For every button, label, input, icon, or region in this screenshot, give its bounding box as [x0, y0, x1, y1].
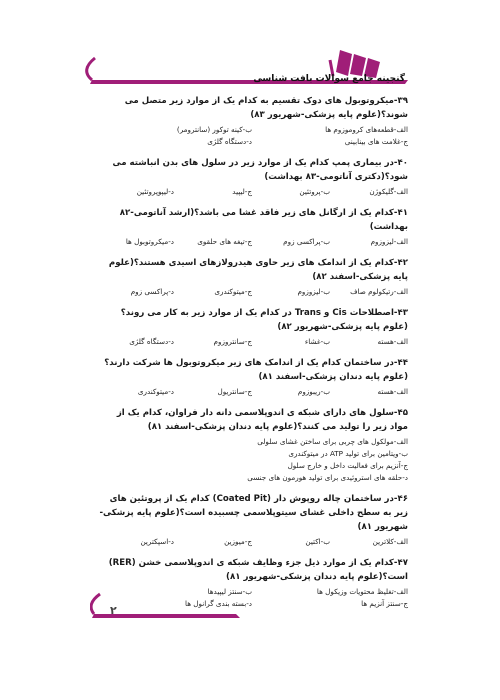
option: ج-لیپید	[232, 187, 252, 196]
question-46	[96, 492, 408, 548]
option: د-پراکسی زوم	[130, 287, 174, 296]
options	[96, 336, 408, 348]
question-39	[96, 94, 408, 148]
option: د-لیپوپروتئین	[136, 187, 174, 196]
question-44	[96, 356, 408, 398]
option: ج-سانتریول	[217, 387, 252, 396]
options	[96, 186, 408, 198]
option: ج-میوزین	[224, 537, 252, 546]
question-text: ۴۴-در ساختمان کدام یک از اندامک های زیر میکروتوبول ها شرکت دارند؟(علوم پایه دندان پزشکی-اسفند ۸۱)	[104, 358, 408, 382]
option: د-دستگاه گلژی	[129, 337, 174, 346]
footer-decoration	[90, 590, 290, 620]
question-text: ۴۳-اصطلاحات Cis و Trans در کدام یک از موارد زیر به کار می روند؟(علوم پایه پزشکی-شهریور ۸۲)	[120, 308, 408, 332]
option: ج-میتوکندری	[214, 287, 252, 296]
question-41	[96, 206, 408, 248]
question-text: ۴۲-کدام یک از اندامک های زیر حاوی هیدرولازهای اسیدی هستند؟(علوم پایه پزشکی-اسفند ۸۲)	[108, 258, 408, 282]
option: ج-آنزیم برای فعالیت داخل و خارج سلول	[287, 461, 408, 470]
question-text: ۴۷-کدام یک از موارد ذیل جزء وظایف شبکه ی اندوپلاسمی خشن (RER) است؟(علوم پایه دندان پزشکی-شهریور ۸۱)	[108, 558, 408, 582]
option: ب-ریبوزوم	[297, 387, 330, 396]
option: ب-پروتئین	[299, 187, 330, 196]
option: ب-سنتز لیپیدها	[207, 587, 252, 596]
options	[96, 386, 408, 398]
question-text: ۴۰-در بیماری پمپ کدام یک از موارد زیر در سلول های بدن انباشته می شود؟(دکتری آناتومی-۸۳ بهداشت)	[112, 158, 408, 182]
option: ب-پراکسی زوم	[283, 237, 330, 246]
option: ب-لیزوزوم	[297, 287, 330, 296]
question-text: ۳۹-میکروتوبول های دوک تقسیم به کدام یک از موارد زیر متصل می شوند؟(علوم پایه پزشکی-شهریور ۸۳)	[124, 96, 408, 120]
header-title: گنجینه جامع سوالات بافت شناسی	[253, 74, 405, 84]
option: ب-ویتامین برای تولید ATP در میتوکندری	[288, 449, 408, 458]
options	[96, 436, 408, 484]
question-text: ۴۱-کدام یک از ارگانل های زیر فاقد غشا می باشد؟(ارشد آناتومی-۸۲ بهداشت)	[119, 208, 408, 232]
option: الف-قطعه‌های کروموزوم ها	[325, 125, 408, 134]
question-45	[96, 406, 408, 484]
options	[96, 536, 408, 548]
question-43	[96, 306, 408, 348]
option: د-دستگاه گلژی	[207, 137, 252, 146]
options	[96, 286, 408, 298]
option: الف-لیزوزوم	[370, 237, 408, 246]
question-text: ۴۶-در ساختمان چاله روپوش دار (Coated Pit) کدام یک از پروتئین های زیر به سطح داخلی غشای سیتوپلاسمی چسبیده است؟(علوم پایه پزشکی-شهریور ۸۱)	[99, 494, 408, 532]
page-footer	[90, 590, 290, 620]
option: الف-مولکول های چربی برای ساختن غشای سلولی	[257, 437, 408, 446]
option: الف-هسته	[377, 337, 408, 346]
option: ب-کینه توکور (سانترومر)	[176, 125, 252, 134]
option: ج-سانتروزوم	[213, 337, 252, 346]
question-text: ۴۵-سلول های دارای شبکه ی اندوپلاسمی دانه دار فراوان، کدام یک از مواد زیر را تولید می کنند؟(علوم پایه دندان پزشکی-اسفند ۸۱)	[116, 408, 408, 432]
option: الف-هسته	[377, 387, 408, 396]
option: د-اسپکترین	[140, 537, 174, 546]
option: ج-تیغه های حلقوی	[197, 237, 252, 246]
option: الف-کلاترین	[372, 537, 408, 546]
option: الف-گلیکوژن	[369, 187, 408, 196]
option: ب-اکتین	[305, 537, 330, 546]
option: د-میکروتوبول ها	[125, 237, 174, 246]
option: د-میتوکندری	[137, 387, 174, 396]
header-decoration	[0, 40, 500, 100]
option: ب-غشاء	[304, 337, 330, 346]
options	[96, 124, 408, 148]
option: الف-تغلیظ محتویات وزیکول ها	[316, 587, 408, 596]
option: د-بسته بندی گرانول ها	[185, 599, 252, 608]
question-40	[96, 156, 408, 198]
page-number: ۲	[110, 604, 117, 617]
options	[96, 236, 408, 248]
option: ج-غلامت های بینابینی	[344, 137, 408, 146]
option: د-حلقه های استروئیدی برای تولید هورمون های جنسی	[247, 473, 408, 482]
question-list	[96, 94, 408, 618]
option: ج-سنتز آنزیم ها	[361, 599, 408, 608]
option: الف-رتیکولوم صاف	[350, 287, 408, 296]
question-42	[96, 256, 408, 298]
page-header	[0, 40, 500, 100]
